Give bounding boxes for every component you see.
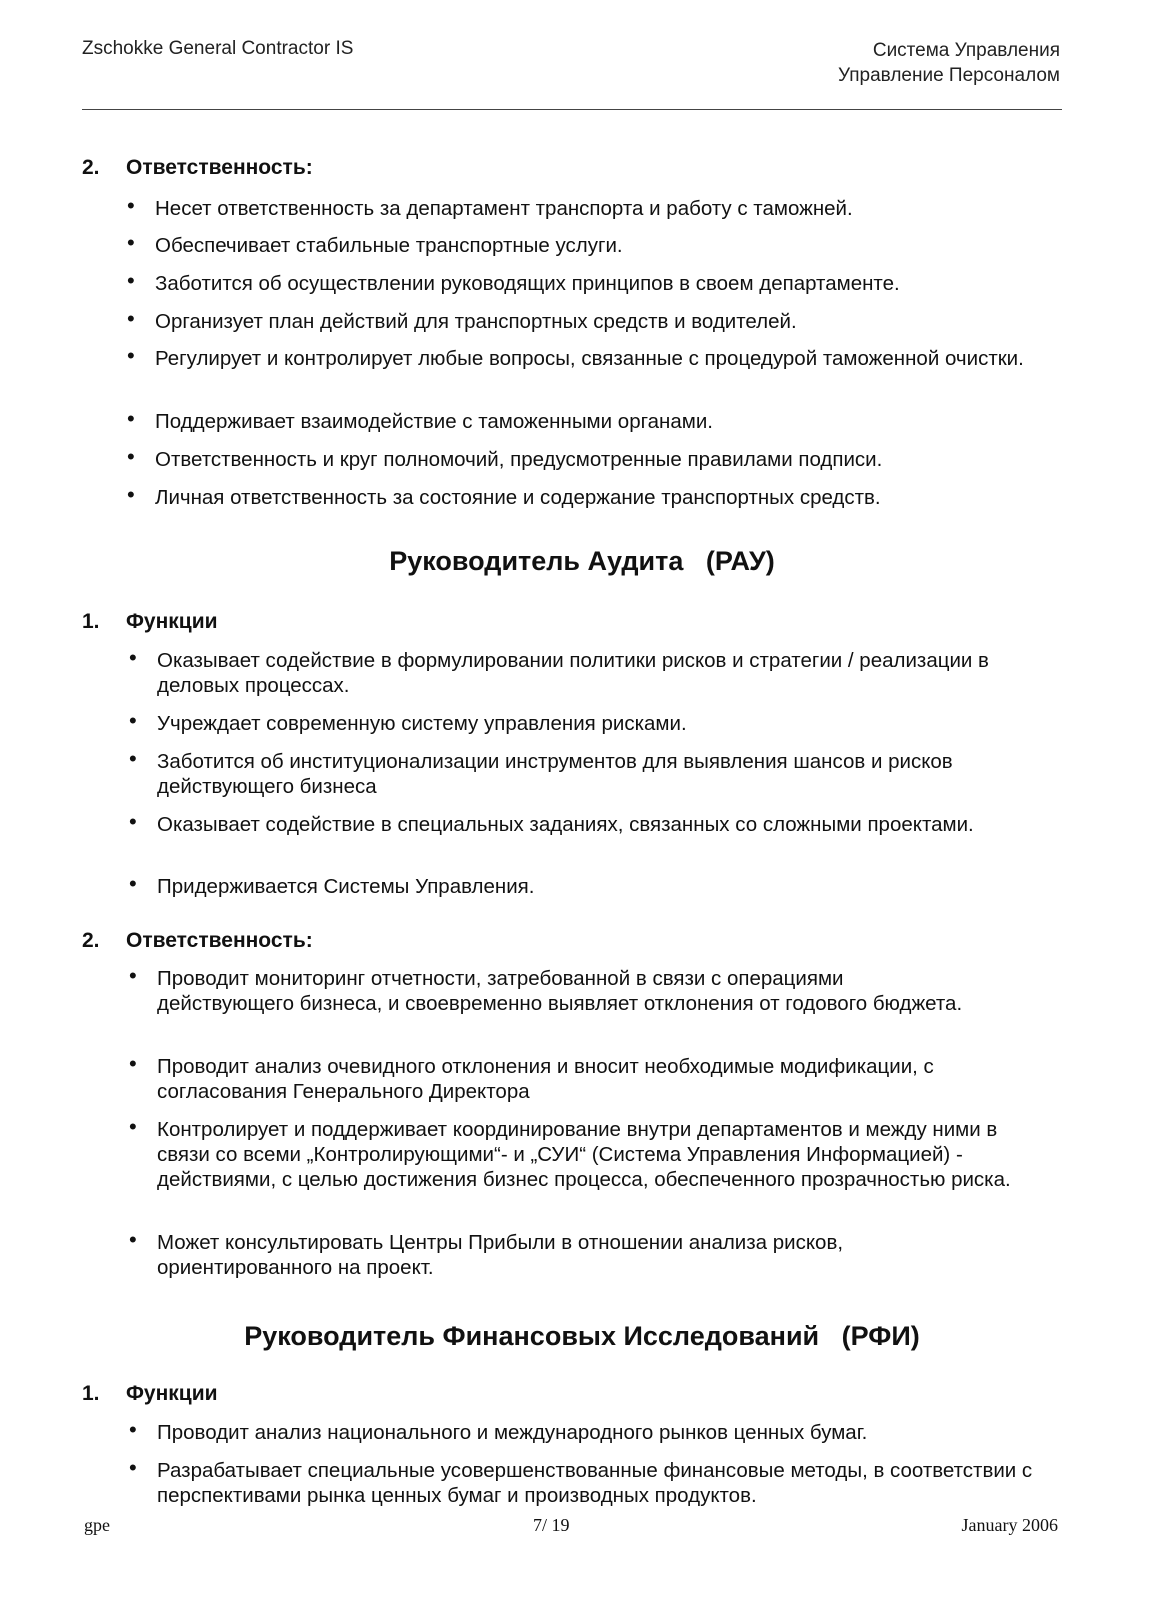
bullet-icon: •: [127, 406, 135, 431]
list-item: • Регулирует и контролирует любые вопросы, связанные с процедурой таможенной очистки.: [127, 343, 1024, 370]
bullet-icon: •: [129, 746, 137, 771]
section-number: 1.: [82, 1382, 100, 1405]
bullet-icon: •: [129, 645, 137, 670]
list-item: • Ответственность и круг полномочий, предусмотренные правилами подписи.: [127, 444, 883, 471]
section-title: Функции: [126, 1382, 218, 1405]
list-item: • Оказывает содействие в специальных заданиях, связанных со сложными проектами.: [129, 809, 974, 836]
footer-author: gpe: [84, 1515, 110, 1535]
list-item: • Заботится об осуществлении руководящих принципов в своем департаменте.: [127, 268, 900, 295]
list-item: • Организует план действий для транспортных средств и водителей.: [127, 306, 797, 333]
bullet-icon: •: [127, 482, 135, 507]
section-heading: [82, 929, 313, 953]
bullet-icon: •: [129, 1114, 137, 1139]
list-item: • Разрабатывает специальные усовершенствованные финансовые методы, в соответствии с перспективами рынка ценных бумаг и производных продуктов.: [129, 1455, 1033, 1507]
section-number: 2.: [82, 929, 100, 952]
bullet-icon: •: [129, 1455, 137, 1480]
section-number: 2.: [82, 156, 100, 179]
bullet-icon: •: [127, 306, 135, 331]
section-heading: [82, 1382, 218, 1406]
section-title: Ответственность:: [126, 929, 313, 952]
bullet-icon: •: [129, 1051, 137, 1076]
footer-date: January 2006: [961, 1515, 1058, 1535]
list-item: • Придерживается Системы Управления.: [129, 871, 535, 898]
list-item: • Несет ответственность за департамент транспорта и работу с таможней.: [127, 193, 853, 220]
bullet-icon: •: [127, 268, 135, 293]
footer-page-number: 7/ 19: [533, 1515, 570, 1535]
header-divider: [82, 109, 1062, 110]
list-item: • Проводит мониторинг отчетности, затребованной в связи с операциями действующего бизнеса, и своевременно выявляет отклонения от годового бюджета.: [129, 963, 963, 1015]
list-item: • Может консультировать Центры Прибыли в отношении анализа рисков, ориентированного на проект.: [129, 1227, 844, 1279]
list-item: • Проводит анализ национального и международного рынков ценных бумаг.: [129, 1417, 868, 1444]
section-number: 1.: [82, 610, 100, 633]
header-system-line2: Управление Персоналом: [838, 65, 1060, 86]
list-item: • Личная ответственность за состояние и содержание транспортных средств.: [127, 482, 881, 509]
header-system: [838, 38, 1060, 88]
bullet-icon: •: [129, 708, 137, 733]
list-item: • Учреждает современную систему управления рисками.: [129, 708, 687, 735]
list-item: • Контролирует и поддерживает координирование внутри департаментов и между ними в связи со всеми „Контролирующими“- и „СУИ“ (Система Управления Информацией) - действиями, с целью достижения бизнес процесса, обеспеченного прозрачностью риска.: [129, 1114, 1011, 1191]
bullet-icon: •: [129, 809, 137, 834]
section-title: Функции: [126, 610, 218, 633]
bullet-icon: •: [129, 1227, 137, 1252]
role-title-finance: Руководитель Финансовых Исследований (РФИ): [244, 1321, 920, 1351]
bullet-icon: •: [127, 343, 135, 368]
bullet-icon: •: [127, 444, 135, 469]
list-item: • Обеспечивает стабильные транспортные услуги.: [127, 230, 623, 257]
list-item: • Оказывает содействие в формулировании политики рисков и стратегии / реализации в деловых процессах.: [129, 645, 989, 697]
bullet-icon: •: [129, 871, 137, 896]
section-heading: [82, 156, 313, 180]
bullet-icon: •: [129, 1417, 137, 1442]
section-title: Ответственность:: [126, 156, 313, 179]
list-item: • Проводит анализ очевидного отклонения и вносит необходимые модификации, с согласования Генерального Директора: [129, 1051, 934, 1103]
bullet-icon: •: [129, 963, 137, 988]
header-company: Zschokke General Contractor IS: [82, 38, 354, 59]
list-item: • Заботится об институционализации инструментов для выявления шансов и рисков действующего бизнеса: [129, 746, 953, 798]
header-system-line1: Система Управления: [872, 40, 1060, 61]
list-item: • Поддерживает взаимодействие с таможенными органами.: [127, 406, 713, 433]
bullet-icon: •: [127, 230, 135, 255]
role-title-audit: Руководитель Аудита (РАУ): [389, 546, 775, 576]
section-heading: [82, 610, 218, 634]
bullet-icon: •: [127, 193, 135, 218]
